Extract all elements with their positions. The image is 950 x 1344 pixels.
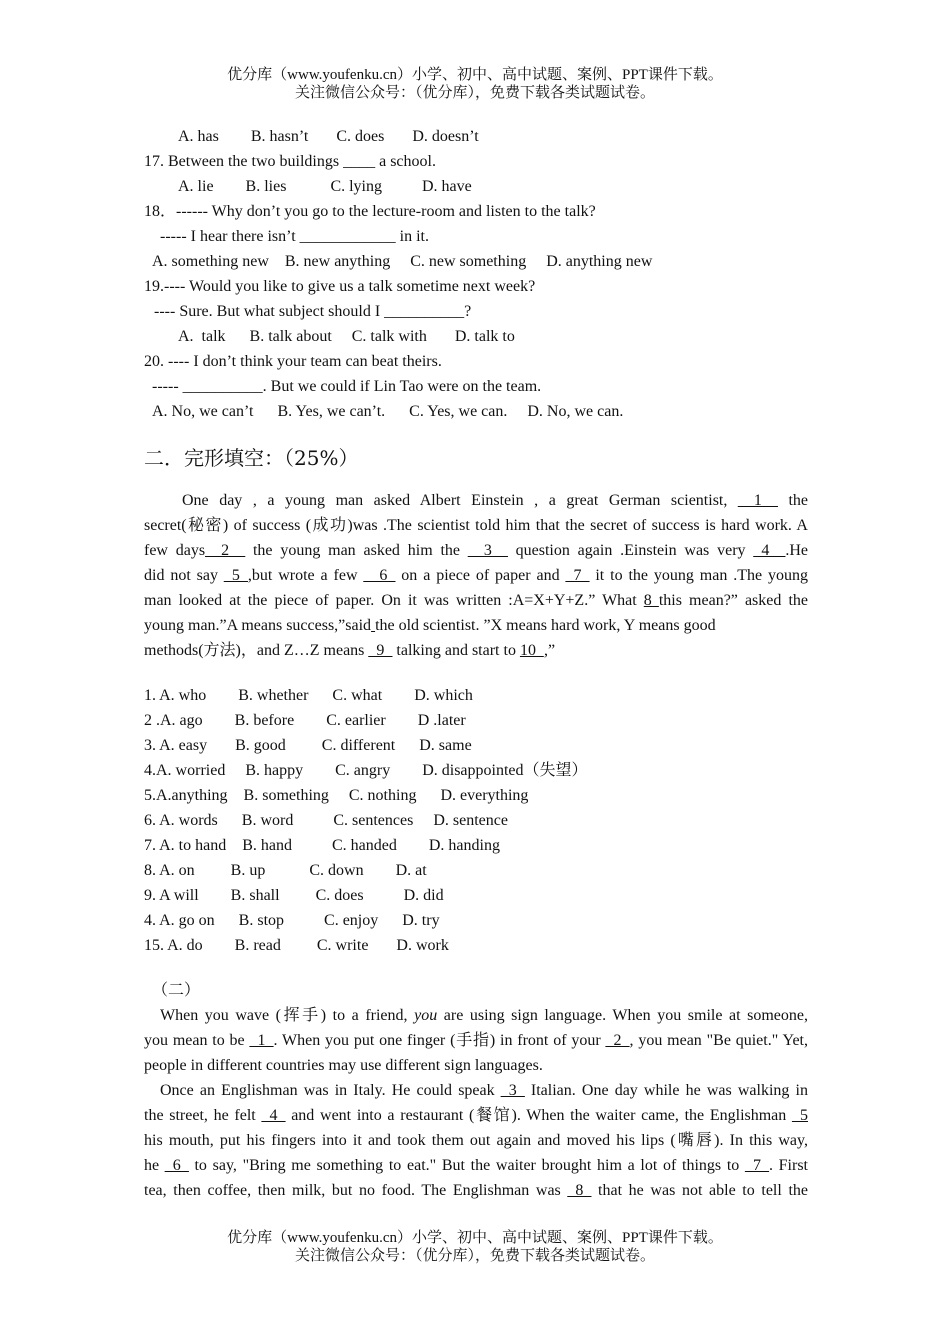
blank-c5: _5 — [792, 1107, 808, 1124]
blank-4: _4__ — [753, 542, 786, 559]
blank-c3: _3_ — [500, 1082, 525, 1099]
option-row: 4.A. worried B. happy C. angry D. disappointed（失望） — [144, 762, 588, 779]
section-title: 二．完形填空：（25%） — [144, 446, 359, 470]
blank-6: __6_ — [363, 567, 396, 584]
option-row: 1. A. who B. whether C. what D. which — [144, 687, 473, 704]
blank-3: __3__ — [467, 542, 508, 559]
q17-options: A. lie B. lies C. lying D. have — [178, 178, 472, 195]
blank-c8: _8_ — [567, 1182, 592, 1199]
passage1-line-6: young man.”A means success,”said the old scientist. ”X means hard work, Y means good — [144, 617, 716, 634]
option-row: 5.A.anything B. something C. nothing D. everything — [144, 787, 529, 804]
blank-c7: _7_ — [744, 1157, 769, 1174]
option-row: 3. A. easy B. good C. different D. same — [144, 737, 472, 754]
page-footer — [0, 1229, 950, 1265]
passage2-line-2: you mean to be _1_. When you put one finger (手指) in front of your _2_, you mean "Be quiet." Yet, — [144, 1032, 808, 1049]
blank-7: _7_ — [565, 567, 590, 584]
blank-2: __2__ — [205, 542, 246, 559]
option-row: 2 .A. ago B. before C. earlier D .later — [144, 712, 466, 729]
q20-reply: ----- __________. But we could if Lin Tao were on the team. — [152, 378, 542, 395]
q17-text: 17. Between the two buildings ____ a school. — [144, 153, 436, 170]
q19-text: 19.---- Would you like to give us a talk sometime next week? — [144, 278, 536, 295]
passage1-line-3: few days__2__ the young man asked him the __3__ question again .Einstein was very _4__.He — [144, 542, 809, 559]
header-line-1: 优分库（www.youfenku.cn）小学、初中、高中试题、案例、PPT课件下载。 — [227, 67, 723, 83]
option-row: 6. A. words B. word C. sentences D. sentence — [144, 812, 508, 829]
footer-line-2: 关注微信公众号：（优分库），免费下载各类试题试卷。 — [294, 1248, 655, 1264]
passage2-line-1: When you wave (挥手) to a friend, you are using sign language. When you smile at someone, — [160, 1007, 809, 1024]
passage1-line-1: One day , a young man asked Albert Einstein , a great German scientist, __1__ the — [182, 492, 809, 509]
passage2-line-7: he _6_ to say, "Bring me something to eat." But the waiter brought him a lot of things to _7_. First — [144, 1157, 809, 1174]
q16-options: A. has B. hasn’t C. does D. doesn’t — [178, 128, 479, 145]
blank-c6: _6_ — [164, 1157, 189, 1174]
cloze-options — [144, 683, 808, 958]
blank-1: __1__ — [737, 492, 778, 509]
blank-c2: _2_ — [605, 1032, 630, 1049]
option-row: 8. A. on B. up C. down D. at — [144, 862, 427, 879]
passage2-line-4: Once an Englishman was in Italy. He could speak _3_ Italian. One day while he was walking in — [160, 1082, 808, 1099]
passage2-line-6: his mouth, put his fingers into it and took them out again and moved his lips (嘴唇). In this way, — [144, 1132, 808, 1149]
passage1-line-5: man looked at the piece of paper. On it was written :A=X+Y+Z.” What 8 this mean?” asked the — [144, 592, 808, 609]
q20-options: A. No, we can’t B. Yes, we can’t. C. Yes, we can. D. No, we can. — [152, 403, 624, 420]
q18-options: A. something new B. new anything C. new something D. anything new — [152, 253, 653, 270]
cloze-passage-1 — [144, 488, 808, 663]
page-header — [0, 66, 950, 102]
blank-9: _9_ — [368, 642, 393, 659]
document-content — [144, 124, 808, 1203]
passage1-line-4: did not say _5_,but wrote a few __6_ on a piece of paper and _7_ it to the young man .The young — [144, 567, 809, 584]
blank-10: 10_, — [519, 642, 548, 659]
blank-8: 8 — [643, 592, 659, 609]
passage1-line-2: secret(秘密) of success (成功)was .The scientist told him that the secret of success is hard work. A — [144, 517, 808, 534]
passage2-line-3: people in different countries may use different sign languages. — [144, 1057, 543, 1074]
option-row: 4. A. go on B. stop C. enjoy D. try — [144, 912, 440, 929]
footer-line-1: 优分库（www.youfenku.cn）小学、初中、高中试题、案例、PPT课件下载。 — [227, 1230, 723, 1246]
q20-text: 20. ---- I don’t think your team can beat theirs. — [144, 353, 442, 370]
blank-c4: _4_ — [261, 1107, 286, 1124]
option-row: 15. A. do B. read C. write D. work — [144, 937, 449, 954]
option-row: 7. A. to hand B. hand C. handed D. handing — [144, 837, 500, 854]
blank-5: _5_ — [223, 567, 248, 584]
q19-options: A. talk B. talk about C. talk with D. talk to — [178, 328, 515, 345]
cloze-passage-2 — [144, 1003, 808, 1203]
q19-reply: ---- Sure. But what subject should I __________? — [154, 303, 472, 320]
passage2-line-8: tea, then coffee, then milk, but no food. The Englishman was _8_ that he was not able to tell the — [144, 1182, 809, 1199]
header-line-2: 关注微信公众号：（优分库），免费下载各类试题试卷。 — [294, 85, 655, 101]
emphasis-you: you — [414, 1007, 438, 1024]
blank-c1: _1_ — [249, 1032, 274, 1049]
q18-text: 18．------ Why don’t you go to the lecture-room and listen to the talk? — [144, 203, 596, 220]
passage1-line-7: methods(方法)，and Z…Z means _9_ talking and start to 10_,” — [144, 642, 556, 659]
passage2-line-5: the street, he felt _4_ and went into a restaurant (餐馆). When the waiter came, the Englishman _5 — [144, 1107, 808, 1124]
q18-reply: ----- I hear there isn’t ____________ in it. — [160, 228, 429, 245]
subsection-title: （二） — [152, 982, 201, 999]
option-row: 9. A will B. shall C. does D. did — [144, 887, 444, 904]
